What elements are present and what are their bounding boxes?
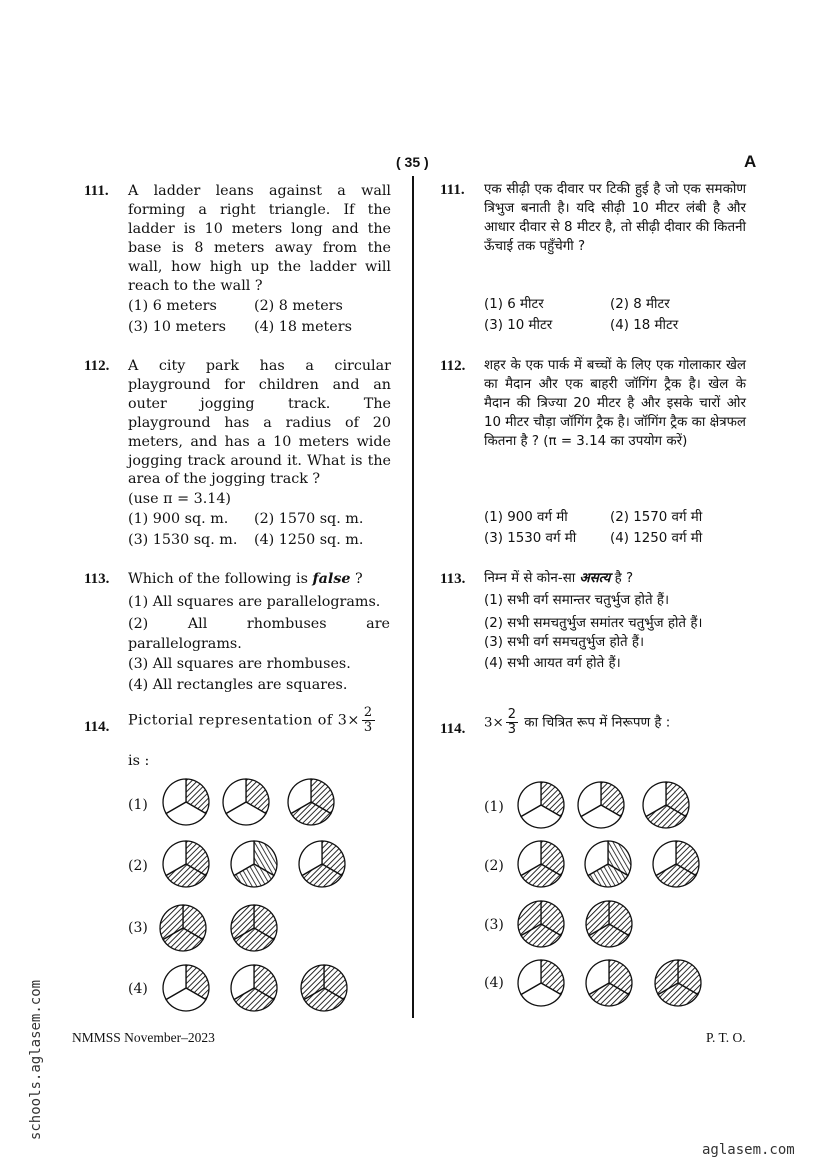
question-text: Pictorial representation of 3× $\frac{2}{3}$: [128, 705, 373, 735]
figure-label-1-hi[interactable]: (1): [484, 799, 504, 815]
figure-label-4-hi[interactable]: (4): [484, 975, 504, 991]
option-3[interactable]: (3) 10 meters: [128, 319, 226, 336]
options: [128, 592, 398, 696]
fraction-circle: [161, 963, 211, 1013]
option-1[interactable]: (1) 6 meters: [128, 298, 217, 315]
option-1[interactable]: (1) सभी वर्ग समान्तर चतुर्भुज होते हैं।: [484, 593, 670, 609]
figure-label-4[interactable]: (4): [128, 981, 148, 997]
option-1[interactable]: (1) 6 मीटर: [484, 297, 544, 313]
option-1[interactable]: (1) 900 sq. m.: [128, 511, 229, 528]
footer-exam-name: NMMSS November–2023: [72, 1030, 215, 1045]
fraction: $\frac{2}{3}$: [507, 707, 517, 737]
option-3[interactable]: (3) 10 मीटर: [484, 318, 553, 334]
fraction-circle: [583, 839, 633, 889]
question-number: 114.: [440, 721, 466, 737]
emphasis-false: false: [312, 571, 351, 587]
option-2[interactable]: (2) 1570 sq. m.: [254, 511, 364, 528]
fraction-circle: [161, 839, 211, 889]
options: [128, 509, 398, 551]
footer-pto: P. T. O.: [706, 1030, 746, 1045]
option-4[interactable]: (4) 1250 sq. m.: [254, 532, 364, 549]
question-text: A ladder leans against a wall forming a right triangle. If the ladder is 10 meters long and the base is 8 meters away from the wall, how high up the ladder will reach to the wall ?: [128, 183, 391, 294]
question-text: 3× $\frac{2}{3}$ का चित्रित रूप में निरूपण है :: [484, 707, 671, 737]
option-3[interactable]: (3) 1530 वर्ग मी: [484, 531, 577, 547]
option-2[interactable]: (2) All rhombuses are parallelograms.: [128, 616, 390, 652]
fraction-circle: [229, 903, 279, 953]
question-number: 113.: [84, 571, 110, 587]
option-4[interactable]: (4) सभी आयत वर्ग होते हैं।: [484, 656, 621, 672]
fraction-circle: [229, 839, 279, 889]
options: [484, 295, 754, 337]
emphasis-asatya: असत्य: [579, 571, 611, 586]
question-text: शहर के एक पार्क में बच्चों के लिए एक गोलाकार खेल का मैदान और एक बाहरी जॉगिंग ट्रैक है। खेल के मैदान की त्रिज्या 20 मीटर है और इसके चारों ओर 10 मीटर चौड़ा जॉगिंग ट्रैक है। जॉगिंग ट्रैक का क्षेत्रफल कितना है ? (π = 3.14 का उपयोग करें): [484, 358, 746, 449]
option-2[interactable]: (2) 8 meters: [254, 298, 343, 315]
fraction-circle: [653, 958, 703, 1008]
option-2[interactable]: (2) 8 मीटर: [610, 297, 670, 313]
option-4[interactable]: (4) 18 meters: [254, 319, 352, 336]
option-2[interactable]: (2) 1570 वर्ग मी: [610, 510, 703, 526]
options: [484, 591, 754, 675]
option-3[interactable]: (3) 1530 sq. m.: [128, 532, 238, 549]
set-code: A: [744, 152, 757, 171]
fraction-circle: [584, 899, 634, 949]
option-3[interactable]: (3) All squares are rhombuses.: [128, 656, 351, 673]
fraction-circle: [516, 958, 566, 1008]
question-note: (use π = 3.14): [128, 491, 232, 507]
question-text-cont: is :: [128, 753, 150, 769]
option-1[interactable]: (1) All squares are parallelograms.: [128, 594, 381, 611]
watermark-vertical: schools.aglasem.com: [28, 979, 44, 1141]
options: [128, 296, 398, 338]
option-2[interactable]: (2) सभी समचतुर्भुज समांतर चतुर्भुज होते हैं।: [484, 616, 703, 631]
fraction-circle: [221, 777, 271, 827]
figure-label-1[interactable]: (1): [128, 797, 148, 813]
column-divider: [412, 176, 414, 1018]
page-number: ( 35 ): [396, 154, 429, 170]
fraction-circle: [158, 903, 208, 953]
question-text: एक सीढ़ी एक दीवार पर टिकी हुई है जो एक समकोण त्रिभुज बनाती है। यदि सीढ़ी 10 मीटर लंबी है और आधार दीवार से 8 मीटर है, तो सीढ़ी दीवार की कितनी ऊँचाई तक पहुँचेगी ?: [484, 182, 746, 254]
fraction-circle: [229, 963, 279, 1013]
fraction-circle: [516, 839, 566, 889]
figure-label-2-hi[interactable]: (2): [484, 858, 504, 874]
fraction-circle: [516, 899, 566, 949]
fraction: $\frac{2}{3}$: [363, 705, 373, 735]
question-text: A city park has a circular playground for children and an outer jogging track. The playground has a radius of 20 meters, and has a 10 meters wide jogging track around it. What is the area of the jogging track ?: [128, 358, 391, 488]
question-number: 111.: [84, 183, 109, 199]
figure-label-2[interactable]: (2): [128, 858, 148, 874]
question-number: 111.: [440, 182, 465, 198]
question-text: Which of the following is false ?: [128, 571, 363, 587]
question-text: निम्न में से कोन-सा असत्य है ?: [484, 571, 634, 586]
figure-label-3-hi[interactable]: (3): [484, 917, 504, 933]
options: [484, 508, 754, 550]
option-4[interactable]: (4) All rectangles are squares.: [128, 677, 348, 694]
fraction-circle: [299, 963, 349, 1013]
option-4[interactable]: (4) 18 मीटर: [610, 318, 679, 334]
watermark-bottom: aglasem.com: [702, 1142, 795, 1158]
question-number: 112.: [440, 358, 466, 374]
fraction-circle: [286, 777, 336, 827]
question-number: 113.: [440, 571, 466, 587]
fraction-circle: [576, 780, 626, 830]
fraction-circle: [297, 839, 347, 889]
option-4[interactable]: (4) 1250 वर्ग मी: [610, 531, 703, 547]
question-number: 112.: [84, 358, 110, 374]
figure-label-3[interactable]: (3): [128, 920, 148, 936]
fraction-circle: [516, 780, 566, 830]
fraction-circle: [641, 780, 691, 830]
fraction-circle: [584, 958, 634, 1008]
question-number: 114.: [84, 719, 110, 735]
option-3[interactable]: (3) सभी वर्ग समचतुर्भुज होते हैं।: [484, 635, 645, 651]
fraction-circle: [161, 777, 211, 827]
option-1[interactable]: (1) 900 वर्ग मी: [484, 510, 568, 526]
fraction-circle: [651, 839, 701, 889]
